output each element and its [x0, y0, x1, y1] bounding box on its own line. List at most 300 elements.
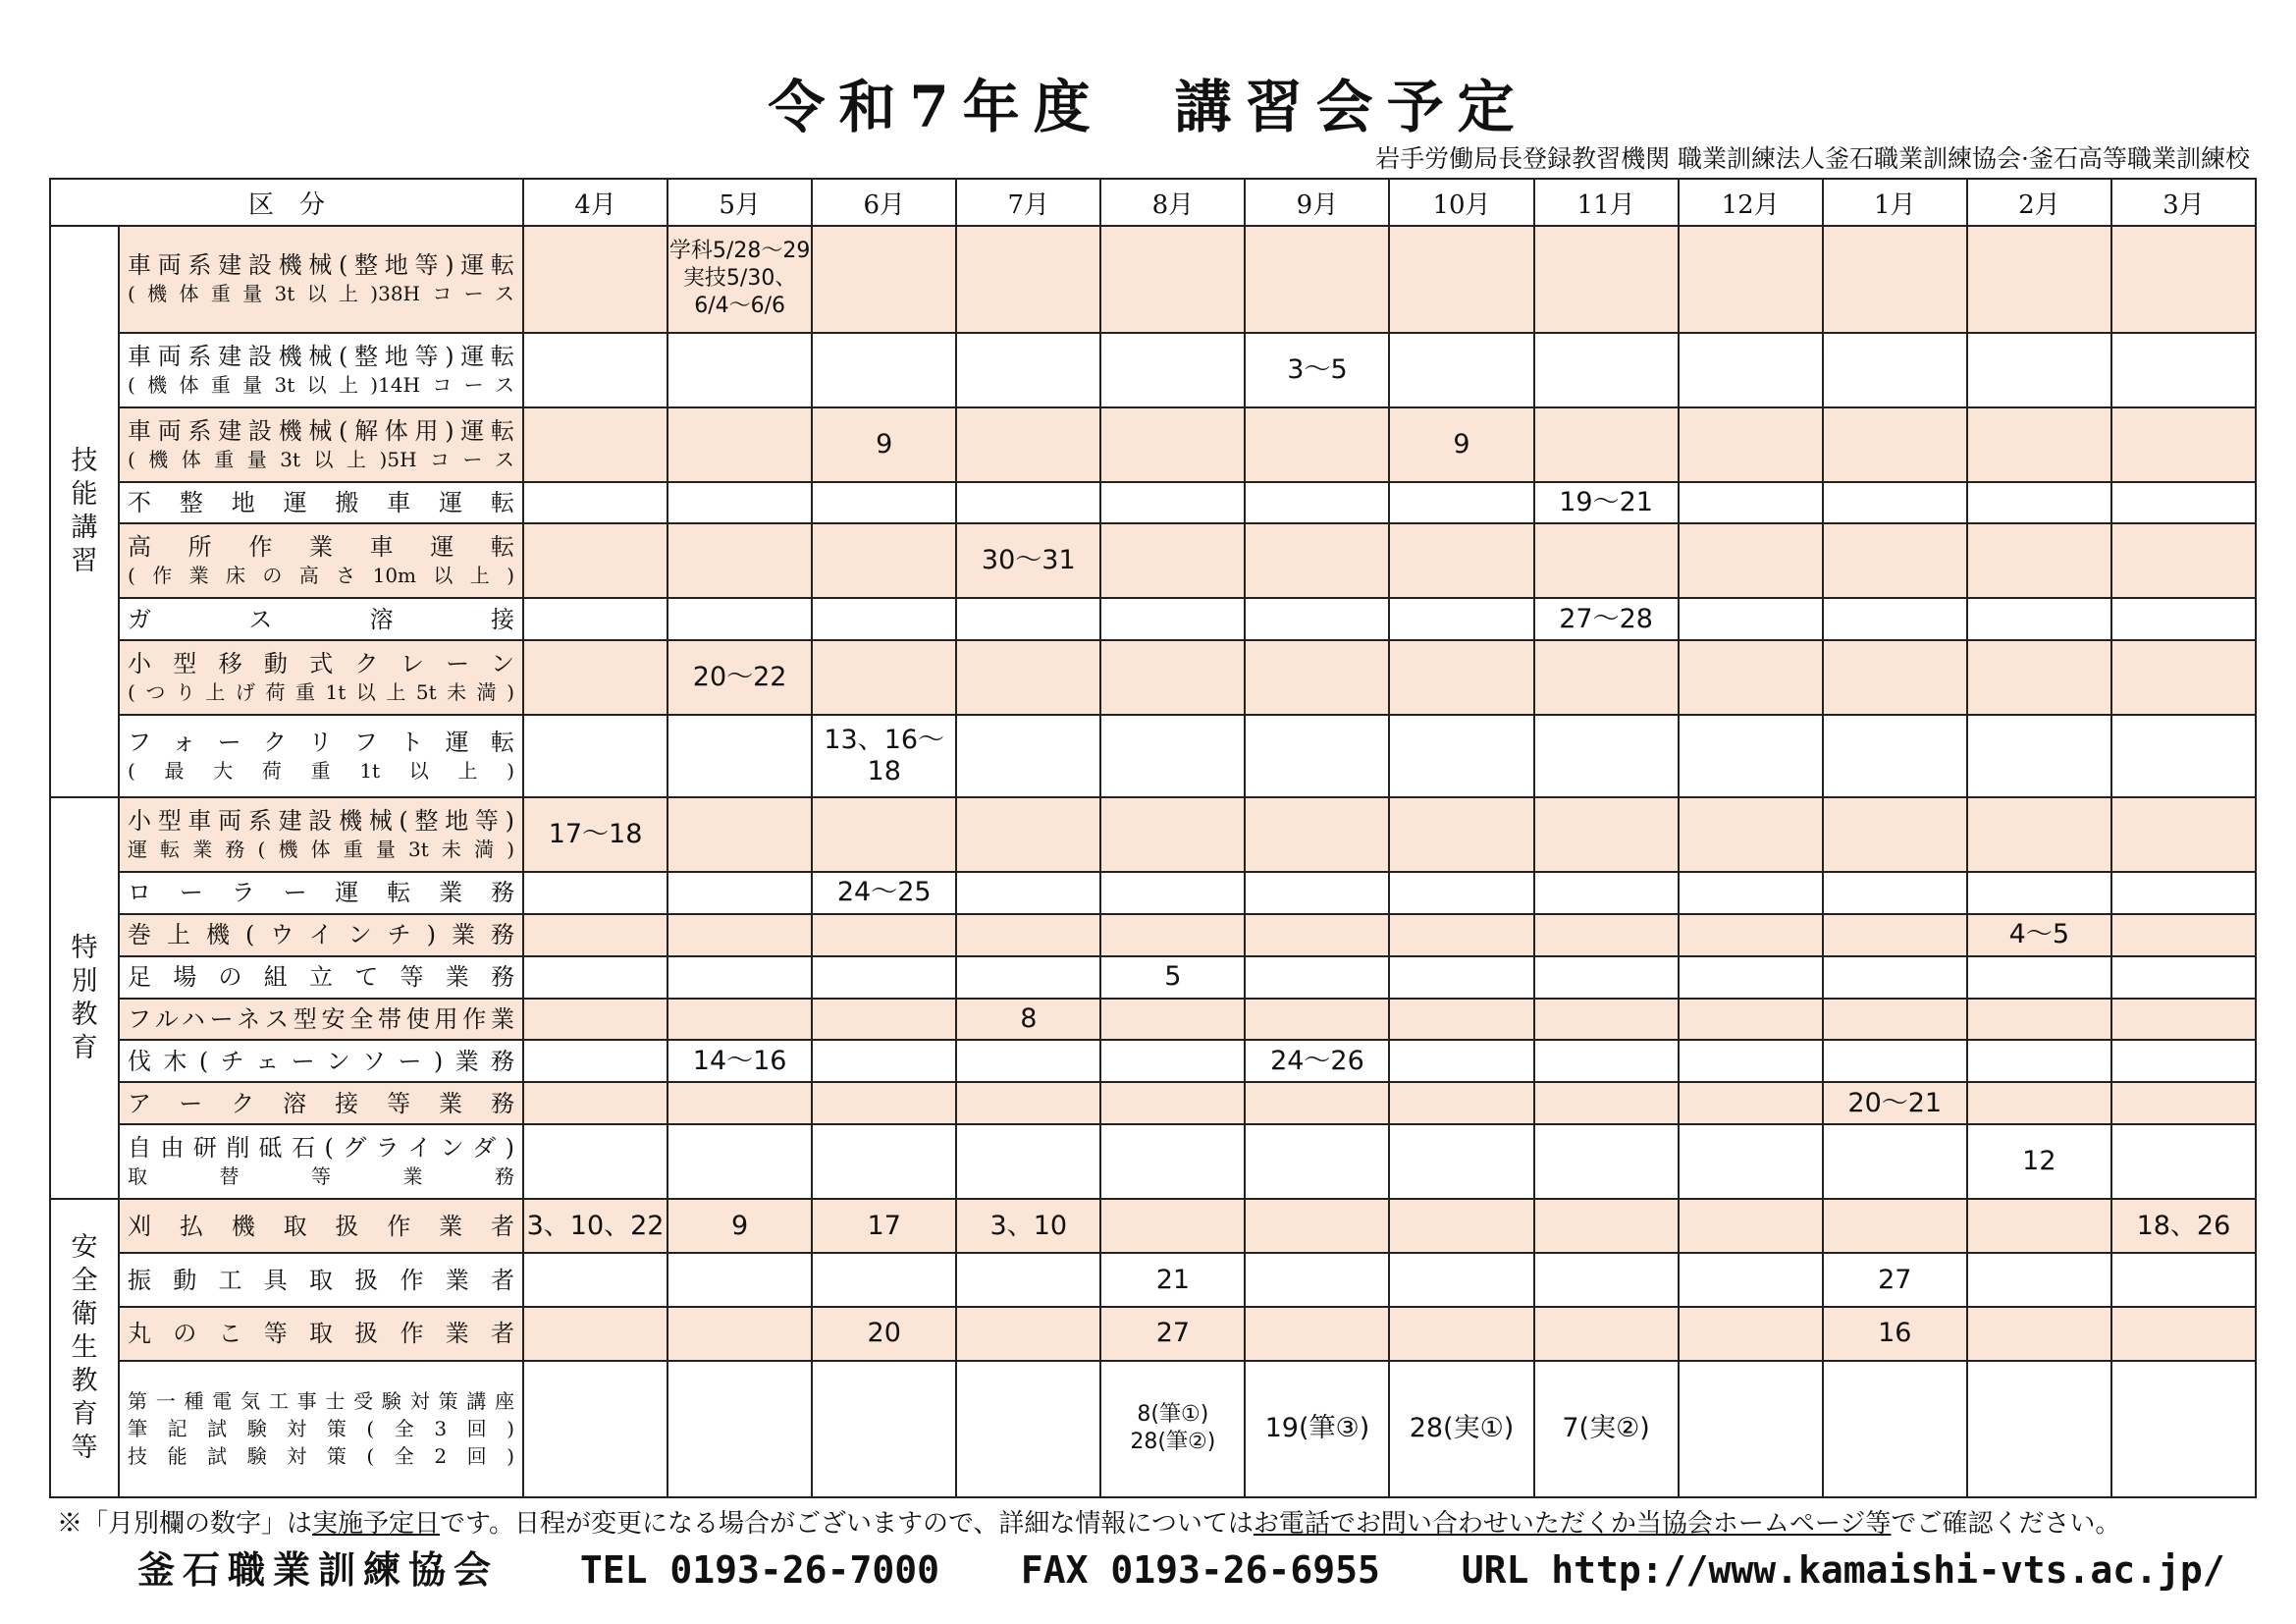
- schedule-cell: [1967, 598, 2111, 640]
- table-row: [50, 598, 2256, 640]
- table-row: [50, 797, 2256, 872]
- schedule-cell: [1100, 999, 1245, 1041]
- schedule-cell: [1534, 1124, 1679, 1199]
- schedule-cell: [1823, 598, 1967, 640]
- schedule-cell: [2111, 914, 2256, 956]
- schedule-cell: [956, 872, 1100, 914]
- schedule-cell: [1823, 1124, 1967, 1199]
- schedule-cell: [812, 999, 956, 1041]
- schedule-cell: [2111, 797, 2256, 872]
- schedule-cell: [1967, 523, 2111, 598]
- schedule-cell: [523, 1082, 667, 1124]
- schedule-cell: [2111, 598, 2256, 640]
- schedule-cell: [667, 956, 812, 999]
- schedule-cell: [812, 1124, 956, 1199]
- schedule-cell: [1967, 1040, 2111, 1082]
- schedule-cell: [523, 1124, 667, 1199]
- schedule-cell: 12: [1967, 1124, 2111, 1199]
- course-name-line: アーク溶接等業務: [128, 1089, 515, 1117]
- schedule-cell: [523, 640, 667, 715]
- schedule-cell: [956, 1253, 1100, 1307]
- schedule-cell: [1679, 1307, 1823, 1361]
- course-name-line: 車両系建設機械(整地等)運転: [128, 342, 515, 370]
- course-name: [119, 523, 523, 598]
- category-label: [50, 226, 119, 797]
- category-header: 区 分: [50, 179, 523, 226]
- schedule-cell: [667, 914, 812, 956]
- schedule-cell: [1245, 523, 1389, 598]
- schedule-cell: [2111, 333, 2256, 407]
- schedule-cell: [812, 914, 956, 956]
- schedule-cell: [1245, 482, 1389, 524]
- course-name-line: 足場の組立て等業務: [128, 963, 515, 991]
- course-name: [119, 872, 523, 914]
- schedule-cell: [1823, 797, 1967, 872]
- schedule-cell: 17: [812, 1199, 956, 1253]
- schedule-cell: 13、16〜18: [812, 715, 956, 796]
- schedule-cell: [812, 523, 956, 598]
- schedule-cell: 24〜26: [1245, 1040, 1389, 1082]
- schedule-cell: [1389, 1307, 1533, 1361]
- schedule-cell: [667, 715, 812, 796]
- schedule-cell: [1679, 1199, 1823, 1253]
- schedule-cell: [1245, 226, 1389, 333]
- schedule-cell: [2111, 1040, 2256, 1082]
- schedule-cell: 21: [1100, 1253, 1245, 1307]
- schedule-cell: [1967, 872, 2111, 914]
- schedule-cell: [812, 598, 956, 640]
- schedule-cell: [1823, 523, 1967, 598]
- schedule-cell: [1389, 797, 1533, 872]
- schedule-cell: [1389, 640, 1533, 715]
- schedule-cell: [523, 333, 667, 407]
- schedule-cell: [2111, 1124, 2256, 1199]
- schedule-cell: [1967, 1199, 2111, 1253]
- schedule-cell: 20〜21: [1823, 1082, 1967, 1124]
- course-name-line: 刈払機取扱作業者: [128, 1212, 515, 1240]
- schedule-cell: [812, 1253, 956, 1307]
- course-name: [119, 482, 523, 524]
- schedule-cell: [956, 1082, 1100, 1124]
- schedule-cell: [1679, 640, 1823, 715]
- schedule-cell: [667, 999, 812, 1041]
- schedule-cell: [1389, 956, 1533, 999]
- schedule-cell: [1823, 715, 1967, 796]
- schedule-cell: [1967, 640, 2111, 715]
- category-label: [50, 797, 119, 1200]
- schedule-cell: [1245, 715, 1389, 796]
- schedule-cell: [667, 872, 812, 914]
- schedule-cell: [667, 1253, 812, 1307]
- schedule-cell: [1534, 1040, 1679, 1082]
- schedule-cell: 3、10: [956, 1199, 1100, 1253]
- schedule-cell: [1823, 640, 1967, 715]
- schedule-cell: [2111, 640, 2256, 715]
- table-row: [50, 914, 2256, 956]
- schedule-cell: [1534, 226, 1679, 333]
- schedule-cell: [1967, 999, 2111, 1041]
- course-name: [119, 1082, 523, 1124]
- schedule-cell: [1823, 333, 1967, 407]
- schedule-cell: [1534, 1082, 1679, 1124]
- schedule-cell: [1534, 640, 1679, 715]
- schedule-cell: [812, 1040, 956, 1082]
- schedule-cell: [956, 914, 1100, 956]
- schedule-cell: [1679, 226, 1823, 333]
- month-header: 8月: [1100, 179, 1245, 226]
- contact-tel: TEL 0193-26-7000: [579, 1548, 939, 1592]
- month-header: 11月: [1534, 179, 1679, 226]
- category-label: [50, 1199, 119, 1497]
- schedule-cell: [1534, 1253, 1679, 1307]
- schedule-cell: [1823, 1361, 1967, 1497]
- schedule-cell: [667, 1082, 812, 1124]
- table-row: [50, 872, 2256, 914]
- schedule-cell: [2111, 872, 2256, 914]
- table-row: [50, 640, 2256, 715]
- schedule-cell: [1389, 1082, 1533, 1124]
- schedule-cell: 9: [1389, 407, 1533, 482]
- schedule-cell: [523, 999, 667, 1041]
- table-row: [50, 482, 2256, 524]
- month-header: 5月: [667, 179, 812, 226]
- month-header: 4月: [523, 179, 667, 226]
- schedule-cell: [1679, 999, 1823, 1041]
- footnote-underline-1: 実施予定日: [312, 1509, 441, 1539]
- schedule-cell: [1823, 914, 1967, 956]
- page-title: 令和7年度 講習会予定: [768, 74, 1528, 140]
- table-row: [50, 523, 2256, 598]
- schedule-cell: 17〜18: [523, 797, 667, 872]
- month-header: 10月: [1389, 179, 1533, 226]
- schedule-cell: [1534, 333, 1679, 407]
- schedule-cell: [1245, 914, 1389, 956]
- contact-org: 釜石職業訓練協会: [137, 1547, 500, 1592]
- schedule-cell: [523, 1040, 667, 1082]
- schedule-cell: [1534, 999, 1679, 1041]
- schedule-cell: [812, 482, 956, 524]
- table-row: [50, 226, 2256, 333]
- schedule-cell: [1679, 956, 1823, 999]
- schedule-cell: 18、26: [2111, 1199, 2256, 1253]
- schedule-cell: [1679, 1361, 1823, 1497]
- table-row: [50, 956, 2256, 999]
- header-row: [50, 179, 2256, 226]
- schedule-cell: 30〜31: [956, 523, 1100, 598]
- course-name-line: ローラー運転業務: [128, 879, 515, 907]
- schedule-cell: [1245, 1253, 1389, 1307]
- schedule-cell: [1245, 797, 1389, 872]
- schedule-cell: [956, 797, 1100, 872]
- schedule-cell: [2111, 1361, 2256, 1497]
- schedule-cell: [956, 598, 1100, 640]
- course-name: [119, 598, 523, 640]
- schedule-cell: [1967, 1253, 2111, 1307]
- category-label-text: 技能講習: [71, 445, 98, 576]
- schedule-cell: [1100, 1199, 1245, 1253]
- schedule-cell: [1100, 226, 1245, 333]
- schedule-cell: 19(筆③): [1245, 1361, 1389, 1497]
- schedule-cell: [1100, 797, 1245, 872]
- course-name-line: 高所作業車運転: [128, 533, 515, 562]
- schedule-cell: 27: [1823, 1253, 1967, 1307]
- course-name-line: 筆記試験対策(全3回): [128, 1417, 515, 1441]
- course-name: [119, 407, 523, 482]
- schedule-cell: [1823, 999, 1967, 1041]
- schedule-cell: [1679, 1253, 1823, 1307]
- course-name: [119, 1361, 523, 1497]
- schedule-cell: 7(実②): [1534, 1361, 1679, 1497]
- schedule-cell: [1534, 1199, 1679, 1253]
- schedule-cell: [1100, 523, 1245, 598]
- schedule-cell: [1679, 1040, 1823, 1082]
- course-name-line: 自由研削砥石(グラインダ): [128, 1134, 515, 1163]
- schedule-cell: [1534, 797, 1679, 872]
- schedule-cell: [1389, 872, 1533, 914]
- schedule-cell: [523, 226, 667, 333]
- schedule-cell: 3、10、22: [523, 1199, 667, 1253]
- schedule-cell: [1100, 1124, 1245, 1199]
- footnote-suffix: でご確認ください。: [1891, 1509, 2121, 1539]
- schedule-cell: [956, 407, 1100, 482]
- schedule-cell: [1245, 640, 1389, 715]
- schedule-cell: [1967, 797, 2111, 872]
- schedule-cell: [1100, 333, 1245, 407]
- course-name: [119, 640, 523, 715]
- month-header: 3月: [2111, 179, 2256, 226]
- schedule-cell: 9: [812, 407, 956, 482]
- category-label-text: 特別教育: [71, 932, 98, 1063]
- course-name-line: (機体重量3t以上)5Hコース: [128, 447, 515, 471]
- schedule-cell: [523, 914, 667, 956]
- course-name: [119, 715, 523, 796]
- schedule-cell: 9: [667, 1199, 812, 1253]
- schedule-cell: 28(実①): [1389, 1361, 1533, 1497]
- course-name-line: 車両系建設機械(解体用)運転: [128, 416, 515, 445]
- schedule-cell: [1100, 482, 1245, 524]
- course-name: [119, 226, 523, 333]
- schedule-cell: [1823, 872, 1967, 914]
- schedule-cell: [1389, 1253, 1533, 1307]
- table-row: [50, 1082, 2256, 1124]
- schedule-cell: [1100, 640, 1245, 715]
- schedule-cell: [1967, 715, 2111, 796]
- table-row: [50, 1253, 2256, 1307]
- schedule-cell: 20〜22: [667, 640, 812, 715]
- footnote-underline-2: お電話でお問い合わせいただくか当協会ホームページ等: [1253, 1509, 1892, 1539]
- course-name: [119, 999, 523, 1041]
- schedule-cell: [1389, 999, 1533, 1041]
- schedule-cell: [956, 482, 1100, 524]
- schedule-cell: [1679, 407, 1823, 482]
- schedule-cell: [523, 482, 667, 524]
- schedule-body: [50, 226, 2256, 1497]
- schedule-cell: [812, 956, 956, 999]
- schedule-cell: [2111, 715, 2256, 796]
- course-name-line: 運転業務(機体重量3t未満): [128, 837, 515, 861]
- schedule-cell: [667, 797, 812, 872]
- organization-subtitle: 岩手労働局長登録教習機関 職業訓練法人釜石職業訓練協会·釜石高等職業訓練校: [1375, 144, 2250, 173]
- schedule-cell: [1823, 1199, 1967, 1253]
- schedule-cell: [812, 226, 956, 333]
- schedule-cell: [1100, 914, 1245, 956]
- schedule-cell: [1389, 715, 1533, 796]
- schedule-cell: [1967, 1361, 2111, 1497]
- table-row: [50, 333, 2256, 407]
- schedule-cell: [1679, 715, 1823, 796]
- schedule-cell: [1534, 523, 1679, 598]
- schedule-cell: [1245, 1199, 1389, 1253]
- schedule-cell: 4〜5: [1967, 914, 2111, 956]
- course-name-line: 小型車両系建設機械(整地等): [128, 806, 515, 835]
- course-name-line: (機体重量3t以上)14Hコース: [128, 372, 515, 397]
- schedule-cell: [2111, 226, 2256, 333]
- schedule-cell: [1389, 523, 1533, 598]
- schedule-cell: [1823, 1040, 1967, 1082]
- schedule-cell: 20: [812, 1307, 956, 1361]
- schedule-cell: [1100, 872, 1245, 914]
- footnote-prefix: ※「月別欄の数字」は: [57, 1509, 313, 1539]
- schedule-cell: [1823, 956, 1967, 999]
- schedule-cell: [1823, 482, 1967, 524]
- schedule-cell: [956, 1124, 1100, 1199]
- course-name-line: フルハーネス型安全帯使用作業: [128, 1004, 515, 1033]
- schedule-cell: [1967, 333, 2111, 407]
- contact-fax: FAX 0193-26-6955: [1020, 1548, 1380, 1592]
- schedule-cell: [1534, 1307, 1679, 1361]
- course-name-line: 車両系建設機械(整地等)運転: [128, 251, 515, 280]
- schedule-cell: 8: [956, 999, 1100, 1041]
- schedule-cell: [1967, 226, 2111, 333]
- schedule-cell: [956, 715, 1100, 796]
- schedule-cell: [956, 1040, 1100, 1082]
- course-name-line: 振動工具取扱作業者: [128, 1266, 515, 1294]
- schedule-cell: [1967, 956, 2111, 999]
- schedule-cell: [2111, 407, 2256, 482]
- schedule-cell: [2111, 482, 2256, 524]
- course-name: [119, 1124, 523, 1199]
- course-name-line: 伐木(チェーンソー)業務: [128, 1047, 515, 1075]
- schedule-cell: [1389, 1124, 1533, 1199]
- schedule-cell: [523, 598, 667, 640]
- course-name-line: 取替等業務: [128, 1164, 515, 1189]
- schedule-cell: [812, 1361, 956, 1497]
- schedule-cell: [667, 1307, 812, 1361]
- month-header: 1月: [1823, 179, 1967, 226]
- course-name-line: 巻上機(ウインチ)業務: [128, 921, 515, 949]
- schedule-cell: [523, 523, 667, 598]
- schedule-cell: [2111, 1082, 2256, 1124]
- schedule-cell: [523, 1253, 667, 1307]
- schedule-cell: [1679, 523, 1823, 598]
- schedule-cell: [1534, 872, 1679, 914]
- schedule-cell: 24〜25: [812, 872, 956, 914]
- schedule-cell: [667, 598, 812, 640]
- schedule-cell: [812, 797, 956, 872]
- schedule-cell: [1389, 1040, 1533, 1082]
- course-name-line: 不整地運搬車運転: [128, 488, 515, 516]
- schedule-cell: [523, 1307, 667, 1361]
- schedule-cell: 5: [1100, 956, 1245, 999]
- course-name: [119, 1199, 523, 1253]
- course-name-line: ガス溶接: [128, 605, 515, 633]
- course-name: [119, 333, 523, 407]
- schedule-cell: [1245, 956, 1389, 999]
- course-name: [119, 914, 523, 956]
- schedule-cell: [1967, 482, 2111, 524]
- schedule-cell: [1967, 1082, 2111, 1124]
- schedule-cell: [2111, 999, 2256, 1041]
- schedule-cell: 19〜21: [1534, 482, 1679, 524]
- schedule-cell: [1823, 407, 1967, 482]
- schedule-cell: [523, 956, 667, 999]
- schedule-cell: 14〜16: [667, 1040, 812, 1082]
- course-name-line: (つり上げ荷重1t以上5t未満): [128, 680, 515, 705]
- course-name-line: 第一種電気工事士受験対策講座: [128, 1389, 515, 1414]
- month-header: 2月: [1967, 179, 2111, 226]
- schedule-cell: [812, 1082, 956, 1124]
- schedule-cell: 27〜28: [1534, 598, 1679, 640]
- schedule-cell: 16: [1823, 1307, 1967, 1361]
- schedule-cell: [1245, 598, 1389, 640]
- course-name: [119, 797, 523, 872]
- table-row: [50, 1199, 2256, 1253]
- footnote: [57, 1503, 2120, 1540]
- schedule-cell: 8(筆①) 28(筆②): [1100, 1361, 1245, 1497]
- course-name: [119, 1040, 523, 1082]
- month-header: 6月: [812, 179, 956, 226]
- schedule-cell: [2111, 956, 2256, 999]
- table-row: [50, 407, 2256, 482]
- schedule-cell: [1389, 226, 1533, 333]
- schedule-cell: [667, 523, 812, 598]
- schedule-cell: [1967, 407, 2111, 482]
- schedule-cell: [1389, 333, 1533, 407]
- course-name-line: (機体重量3t以上)38Hコース: [128, 282, 515, 306]
- schedule-cell: [2111, 523, 2256, 598]
- schedule-cell: [1679, 333, 1823, 407]
- schedule-cell: [1534, 914, 1679, 956]
- schedule-cell: [1100, 598, 1245, 640]
- schedule-cell: [1245, 999, 1389, 1041]
- schedule-cell: [523, 1361, 667, 1497]
- schedule-cell: [667, 482, 812, 524]
- table-row: [50, 715, 2256, 796]
- contact-url[interactable]: URL http://www.kamaishi-vts.ac.jp/: [1461, 1548, 2225, 1592]
- schedule-cell: [1679, 1082, 1823, 1124]
- schedule-cell: 27: [1100, 1307, 1245, 1361]
- schedule-cell: [1679, 914, 1823, 956]
- category-label-text: 安全衛生教育等: [71, 1232, 98, 1464]
- schedule-cell: [1679, 872, 1823, 914]
- schedule-cell: [1389, 1199, 1533, 1253]
- schedule-cell: [1389, 482, 1533, 524]
- schedule-cell: [667, 1361, 812, 1497]
- schedule-cell: [1679, 797, 1823, 872]
- footnote-middle: です。日程が変更になる場合がございますので、詳細な情報については: [440, 1509, 1254, 1539]
- schedule-cell: [1245, 1307, 1389, 1361]
- schedule-cell: [2111, 1253, 2256, 1307]
- schedule-cell: [667, 407, 812, 482]
- schedule-cell: [667, 333, 812, 407]
- course-name-line: フォークリフト運転: [128, 728, 515, 756]
- course-name-line: 技能試験対策(全2回): [128, 1444, 515, 1469]
- schedule-cell: [2111, 1307, 2256, 1361]
- table-row: [50, 1124, 2256, 1199]
- schedule-cell: 3〜5: [1245, 333, 1389, 407]
- schedule-cell: [1389, 914, 1533, 956]
- schedule-cell: [1389, 598, 1533, 640]
